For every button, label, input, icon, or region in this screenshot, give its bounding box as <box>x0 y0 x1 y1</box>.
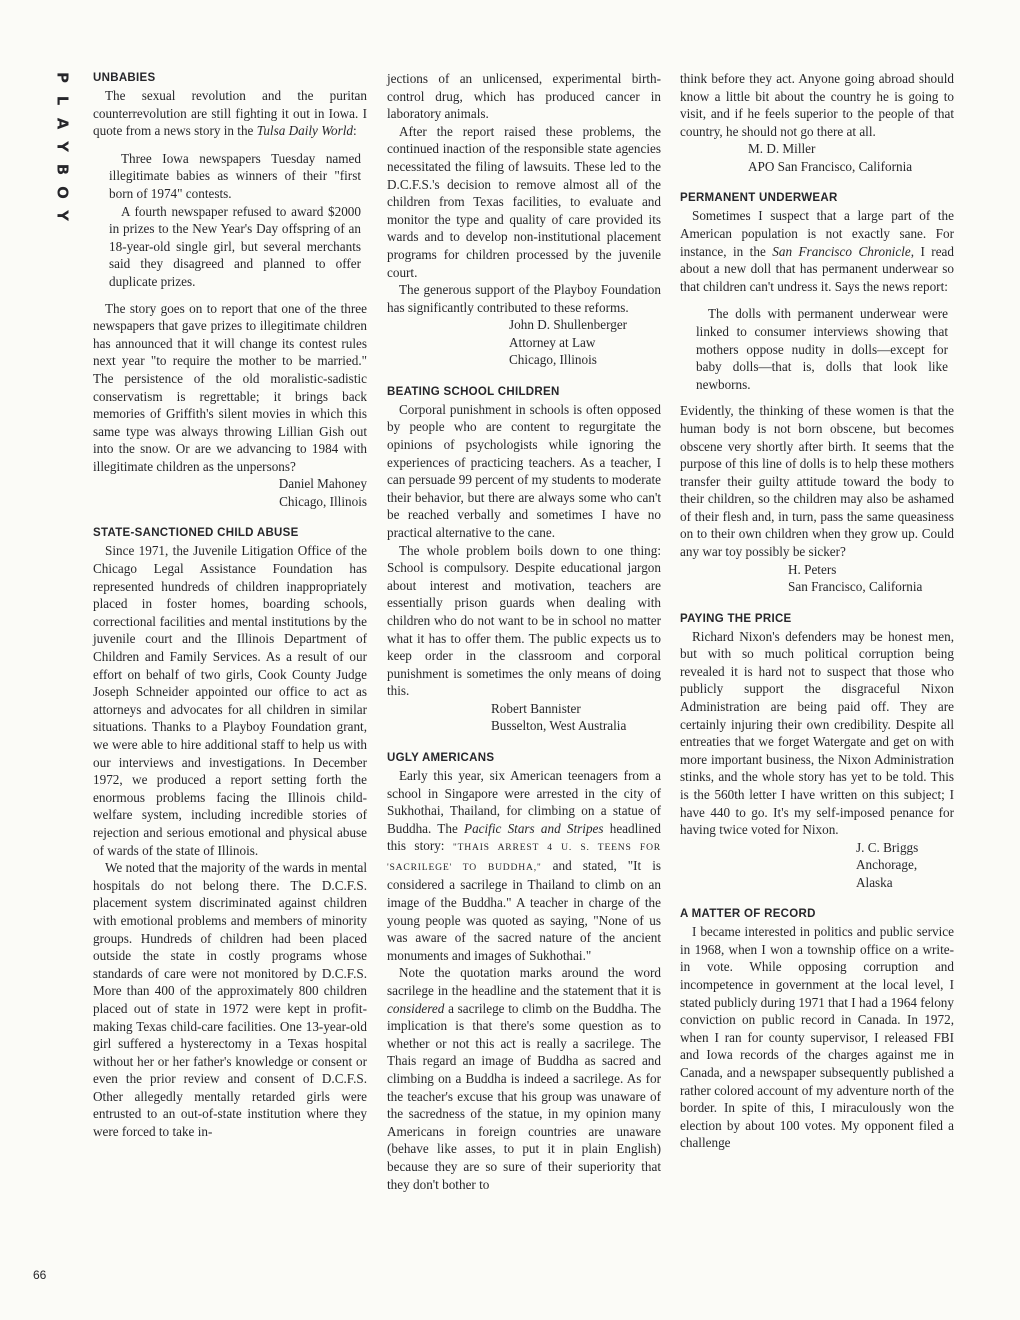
letter-signature <box>387 316 661 369</box>
section-heading-matter-of-record: A MATTER OF RECORD <box>680 908 816 921</box>
section-heading-ugly-americans: UGLY AMERICANS <box>387 751 495 764</box>
block-quote <box>696 305 948 393</box>
signature-place: San Francisco, California <box>788 579 923 595</box>
masthead-letter: P <box>53 72 72 83</box>
letter-signature <box>680 140 954 175</box>
masthead-letter: L <box>53 95 72 106</box>
quote-paragraph: The dolls with permanent underwear were linked to consumer interviews showing that mothers oppose nudity in dolls—except for baby dolls—that is, dolls that look like newborns. <box>696 306 948 392</box>
paragraph: After the report raised these problems, the continued inaction of the responsible state agencies necessitated the filing of lawsuits. These led to the D.C.F.S.'s decision to remove almost all of the children from Texas facilities, to evaluate and monitor the type and quality of care provided its wards and to develop non-institutional placement programs for children processed by the juvenile court. <box>387 123 661 280</box>
letter-signature <box>680 561 954 596</box>
signature-place: APO San Francisco, California <box>748 158 913 174</box>
signature-name: J. C. Briggs <box>856 839 919 855</box>
letter-signature <box>680 839 954 892</box>
letter-signature <box>387 700 661 735</box>
paragraph: The generous support of the Playboy Foundation has significantly contributed to these reforms. <box>387 282 661 315</box>
column-middle <box>387 70 661 1193</box>
magazine-masthead <box>52 66 72 227</box>
paragraph: Sometimes I suspect that a large part of the American population is not exactly sane. For instance, in the San Francisco Chronicle, I read about a new doll that has permanent underwear so that children can't undress it. Says the news report: <box>680 208 955 294</box>
column-left <box>93 70 367 1141</box>
signature-name: Robert Bannister <box>491 700 581 716</box>
signature-place: Anchorage, Alaska <box>856 857 918 890</box>
signature-place: Chicago, Illinois <box>279 493 367 509</box>
signature-name: H. Peters <box>788 561 837 577</box>
quote-paragraph: A fourth newspaper refused to award $2000 in prizes to the New Year's Day offspring of an 18-year-old single girl, but several merchants said they disagreed and planned to offer duplicate prizes. <box>109 203 361 289</box>
emphasis: considered <box>387 1000 445 1016</box>
section-heading-unbabies: UNBABIES <box>93 72 156 84</box>
section-heading-state-abuse: STATE-SANCTIONED CHILD ABUSE <box>93 527 299 540</box>
paragraph: The whole problem boils down to one thing: School is compulsory. Despite educational jargon about interest and motivation, teachers are essentially prison guards when dealing with children who do not want to be in school no matter what it has to offer them. The public expects us to keep order in the classroom and corporal punishment is sometimes the only means of doing this. <box>387 542 661 699</box>
newspaper-headline: "THAIS ARREST 4 U. S. TEENS FOR 'SACRILEGE' TO BUDDHA," <box>387 842 661 873</box>
signature-title: Attorney at Law <box>509 334 596 350</box>
masthead-letter: A <box>53 117 72 130</box>
paragraph: Early this year, six American teenagers from a school in Singapore were arrested in the city of Sukhothai, Thailand, for climbing on a statue of Buddha. The Pacific Stars and Stripes headlined this story: "THAIS ARREST 4 U. S. TEENS FOR 'SACRILEGE' TO BUDDHA," and stated, "It is considered a sacrilege in Thailand to climb on an image of the Buddha." A teacher in charge of the young people was quoted as saying, "None of us was aware of the sacred nature of the ancient monuments and images of Sukhothai." <box>387 767 662 963</box>
page-number: 66 <box>33 1268 47 1282</box>
section-heading-beating: BEATING SCHOOL CHILDREN <box>387 385 560 398</box>
signature-place: Busselton, West Australia <box>491 718 627 734</box>
paragraph: The sexual revolution and the puritan counterrevolution are still fighting it out in Iowa. I quote from a news story in the Tulsa Daily World: <box>93 88 367 139</box>
section-heading-permanent-underwear: PERMANENT UNDERWEAR <box>680 192 838 205</box>
masthead-letter: Y <box>53 210 72 221</box>
masthead-letter: Y <box>53 141 72 152</box>
paragraph: The story goes on to report that one of the three newspapers that gave prizes to illegitimate children has announced that it will change its contest rules next year "to require the mother to be married." The persistence of the old moralistic-sadistic conservatism is regrettable; it brings back memories of Griffith's silent movies in which this same type was always throwing Lillian Gish out into the snow. Or are we advancing to 1984 with illegitimate children as the unpersons? <box>93 300 367 474</box>
column-right <box>680 70 954 1152</box>
paragraph: We noted that the majority of the wards in mental hospitals do not belong there. The D.C.F.S. placement system discriminated against children with emotional problems and members of minority groups. Hundreds of children had been placed outside the state in costly programs whose standards of care were not monitored by D.C.F.S. More than 400 of the approximately 800 children placed out of state in 1972 were kept in profit-making Texas child-care facilities. One 13-year-old girl suffered a hysterectomy in a Texas hospital without her or her father's knowledge or consent or even the prior review and consent of D.C.F.S. Other allegedly mentally retarded girls were entrusted to an out-of-state institution where they were forced to take in- <box>93 860 367 1140</box>
paragraph: Note the quotation marks around the word sacrilege in the headline and the statement that it is considered a sacrilege to climb on the Buddha. The implication is that there's some question as to whether or not this act is really a sacrilege. The Thais regard an image of Buddha as sacred and climbing on a Buddha is indeed a sacrilege. As for the teacher's excuse that his group was unaware of the sacredness of the statue, in my opinion many Americans in foreign countries are unaware (behave like asses, to put it in plain English) because they are so sure of their superiority that they don't bother to <box>387 965 661 1192</box>
source-title: Pacific Stars and Stripes <box>464 820 604 836</box>
paragraph: Corporal punishment in schools is often opposed by people who are content to regurgitate the opinions of psychologists while ignoring the experiences of practicing teachers. As a teacher, I can persuade 99 percent of my students to moderate their behavior, but there are always some who can't be reached verbally and sometimes I have no practical alternative to the cane. <box>387 401 661 540</box>
letter-signature <box>93 475 367 510</box>
section-heading-paying-price: PAYING THE PRICE <box>680 612 792 625</box>
paragraph: Since 1971, the Juvenile Litigation Office of the Chicago Legal Assistance Foundation has represented hundreds of children inappropriately placed in foster homes, boarding schools, correctional facilities and mental institutions by the juvenile court and the Illinois Department of Children and Family Services. As a result of our effort on behalf of two girls, Cook County Judge Joseph Schneider appointed our office to act as attorneys and advocates for all children in similar situations. Thanks to a Playboy Foundation grant, we were able to hire additional staff to help us with our interviews and investigations. In December 1972, we produced a report setting forth the enormous problems facing the Illinois child-welfare system, including incredible stories of rejection and serious emotional and physical abuse of wards of the state of Illinois. <box>93 543 367 858</box>
signature-name: John D. Shullenberger <box>509 317 628 333</box>
paragraph: I became interested in politics and public service in 1968, when I won a township office on a write-in vote. While opposing corruption and incompetence in government at the local level, I stated publicly during 1971 that I had a 1964 felony conviction on public record in Canada. In 1972, when I ran for county supervisor, I released FBI and Iowa records of the charges against me in Canada, and a newspaper subsequently published a rather colored account of my adventure north of the border. In spite of this, I miraculously won the election by about 100 votes. My opponent filed a challenge <box>680 924 954 1151</box>
source-title: Tulsa Daily World <box>256 123 353 139</box>
paragraph: think before they act. Anyone going abroad should know a little bit about the country he is going to visit, and if he feels superior to the people of that country, he should not go there at all. <box>680 71 954 139</box>
signature-name: M. D. Miller <box>748 141 816 157</box>
masthead-letter: O <box>53 186 72 199</box>
quote-paragraph: Three Iowa newspapers Tuesday named illegitimate babies as winners of their "first born of 1974" contests. <box>109 150 361 201</box>
paragraph: Richard Nixon's defenders may be honest men, but with so much political corruption being revealed it is hard not to suspect that those who publicly support the disgraceful Nixon Administration are being paid off. They are certainly injuring their own credibility. Despite all entreaties that we forget Watergate and get on with more important business, the Nixon Administration stinks, and the whole story has yet to be told. This is the 560th letter I have written on this subject; I have 440 to go. It's my self-imposed penance for having twice voted for Nixon. <box>680 628 954 838</box>
paragraph: jections of an unlicensed, experimental birth-control drug, which has produced cancer in laboratory animals. <box>387 71 661 122</box>
block-quote <box>109 150 361 291</box>
paragraph: Evidently, the thinking of these women is that the human body is not born obscene, but becomes obscene very shortly after birth. It seems that the purpose of this line of dolls is to help these mothers transfer their guilty attitude toward the body to their children, so the children may also be ashamed of their flesh and, in turn, pass the same queasiness on to their own children when they grow up. Could any war toy possibly be sicker? <box>680 403 954 560</box>
source-title: San Francisco Chronicle <box>772 243 911 259</box>
signature-name: Daniel Mahoney <box>278 476 367 492</box>
signature-place: Chicago, Illinois <box>509 352 597 368</box>
masthead-letter: B <box>53 163 72 176</box>
